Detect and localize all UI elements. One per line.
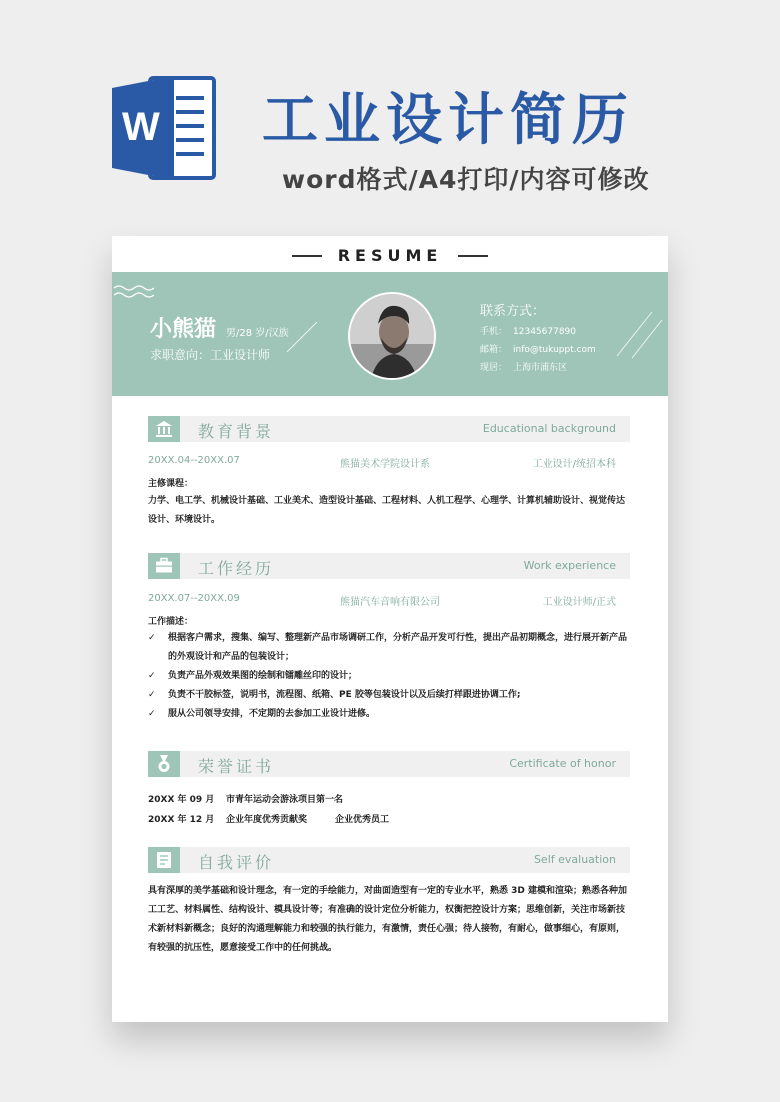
honor-icon-box (148, 751, 180, 777)
list-item (148, 667, 630, 686)
profile-banner (112, 272, 668, 396)
resume-label: RESUME (337, 246, 443, 265)
work-title-en: Work experience (523, 559, 616, 572)
contact-phone (480, 324, 576, 337)
honor-row (148, 792, 343, 805)
education-degree: 工业设计/统招本科 (532, 459, 616, 470)
contact-address (480, 360, 567, 373)
word-logo-letter: W (122, 105, 160, 149)
courses-text: 力学、电工学、机械设计基础、工业美术、造型设计基础、工程材料、人机工程学、心理学、计算机辅助设计、视觉传达设计、环境设计。 (148, 496, 626, 525)
work-duties-list (148, 629, 630, 724)
education-icon-box (148, 416, 180, 442)
medal-icon (155, 755, 173, 773)
contact-email-value: info@tukuppt.com (513, 345, 596, 355)
education-title-en: Educational background (482, 422, 616, 435)
work-desc-label: 工作描述： (148, 617, 194, 627)
document-icon (155, 851, 173, 869)
job-target: 求职意向：工业设计师 (150, 348, 271, 362)
contact-address-key: 现居： (480, 363, 508, 373)
honor-date: 20XX 年 09 月 (148, 795, 215, 805)
candidate-meta: 男/28 岁/汉族 (226, 328, 289, 339)
work-summary (148, 593, 616, 607)
list-item (148, 705, 630, 724)
avatar (348, 292, 436, 380)
honor-item: 企业优秀员工 (335, 815, 390, 825)
honor-date: 20XX 年 12 月 (148, 815, 215, 825)
courses-label: 主修课程： (148, 479, 194, 489)
candidate-name: 小熊猫 (150, 317, 217, 342)
briefcase-icon (155, 557, 173, 575)
honor-title: 荣誉证书 (198, 757, 275, 776)
self-evaluation-text: 具有深厚的美学基础和设计理念，有一定的手绘能力，对曲面造型有一定的专业水平，熟悉 3D 建模和渲染；熟悉各种加工工艺、材料属性、结构设计、模具设计等；有准确的设计定位分析能力，权衡把控设计方案；思维创新，关注市场新技术新材料新概念；良好的沟通理解能力和较强的执行能力，有激情，责任心强；待人接物，有耐心，做事细心，有原则，有较强的抗压性，愿意接受工作中的任何挑战。 (148, 886, 628, 953)
school-building-icon (155, 420, 173, 438)
education-date: 20XX.04--20XX.07 (148, 455, 240, 466)
self-icon-box (148, 847, 180, 873)
education-summary (148, 455, 616, 469)
contact-title: 联系方式： (480, 304, 546, 319)
page-subtitle: word格式/A4打印/内容可修改 (282, 165, 650, 194)
contact-email-key: 邮箱： (480, 345, 508, 355)
education-school: 熊猫美术学院设计系 (340, 459, 430, 470)
work-title: 工作经历 (198, 559, 275, 578)
list-item (148, 686, 630, 705)
honor-item: 企业年度优秀贡献奖 (226, 815, 308, 825)
check-icon: ✓ (148, 709, 156, 719)
honor-item: 市青年运动会游泳项目第一名 (226, 795, 344, 805)
duty-text: 根据客户需求，搜集、编写、整理新产品市场调研工作，分析产品开发可行性，提出产品初期概念，进行展开新产品的外观设计和产品的包装设计； (168, 633, 628, 662)
work-date: 20XX.07--20XX.09 (148, 593, 240, 604)
work-position: 工业设计师/正式 (542, 597, 616, 608)
duty-text: 负责不干胶标签，说明书，流程图、纸箱、PE 胶等包装设计以及后续打样跟进协调工作; (168, 690, 521, 700)
check-icon: ✓ (148, 633, 156, 643)
section-honor (148, 751, 630, 777)
list-item (148, 629, 630, 667)
honor-title-en: Certificate of honor (509, 757, 616, 770)
work-icon-box (148, 553, 180, 579)
portrait-photo-icon (350, 294, 436, 380)
honor-row (148, 812, 389, 825)
page-title: 工业设计简历 (262, 88, 634, 153)
check-icon: ✓ (148, 690, 156, 700)
contact-phone-value: 12345677890 (513, 327, 577, 337)
word-logo-icon (112, 72, 222, 184)
section-work (148, 553, 630, 579)
check-icon: ✓ (148, 671, 156, 681)
contact-address-value: 上海市浦东区 (513, 363, 568, 373)
self-title-en: Self evaluation (533, 853, 616, 866)
resume-paper (112, 236, 668, 1022)
duty-text: 服从公司领导安排，不定期的去参加工业设计进修。 (168, 709, 376, 719)
contact-email (480, 342, 596, 355)
education-title: 教育背景 (198, 422, 275, 441)
duty-text: 负责产品外观效果图的绘制和镭雕丝印的设计； (168, 671, 358, 681)
work-company: 熊猫汽车音响有限公司 (340, 597, 440, 608)
section-self (148, 847, 630, 873)
resume-divider-right (458, 255, 488, 257)
section-education (148, 416, 630, 442)
contact-phone-key: 手机： (480, 327, 508, 337)
self-title: 自我评价 (198, 853, 275, 872)
